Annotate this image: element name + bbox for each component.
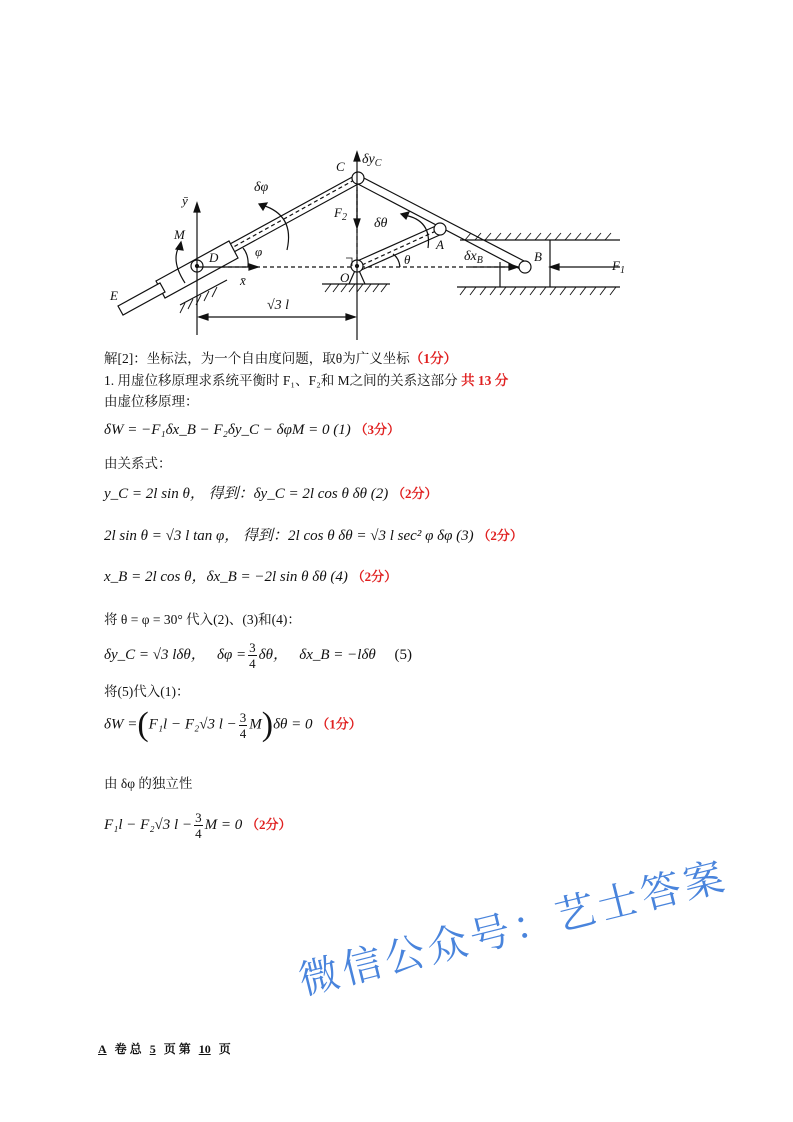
label-delta-theta: δθ	[374, 216, 388, 231]
footer-page-number: 10	[198, 1042, 211, 1056]
equation-6-right: δθ = 0	[273, 716, 313, 733]
label-f2	[334, 205, 347, 223]
equation-6-m: M	[249, 716, 262, 733]
label-delta-phi: δφ	[254, 180, 269, 195]
fraction	[194, 810, 203, 841]
label-o: O	[340, 270, 350, 285]
line-principle: 由虚位移原理：	[104, 394, 199, 409]
rod-e	[118, 283, 165, 315]
fraction	[248, 640, 257, 671]
paren-open: (	[137, 706, 149, 743]
denominator: 4	[195, 826, 202, 841]
rod-oa-centerline	[362, 231, 436, 265]
footer-text: 页 第	[163, 1042, 191, 1056]
footer-text: 页	[218, 1042, 231, 1056]
pin-c	[352, 172, 364, 184]
phi-angle-arc	[243, 248, 248, 267]
mechanism-diagram	[0, 0, 793, 340]
label-ybar: ȳ	[182, 193, 188, 208]
numerator: 3	[195, 810, 202, 825]
y-axis-arrowhead	[194, 203, 200, 212]
score: （2分）	[245, 816, 292, 832]
equation-5b-right: δθ，	[258, 646, 288, 663]
page-footer	[90, 1040, 231, 1057]
label-a: A	[436, 237, 444, 252]
equation-7-left: F₁l − F₂√3 l −	[104, 816, 193, 833]
delta-theta-arrowhead	[401, 212, 409, 219]
score: （2分）	[351, 569, 398, 584]
label-dimension: √3 l	[267, 298, 290, 313]
equation-6	[104, 708, 362, 742]
denominator: 4	[239, 725, 247, 741]
line-independence: 由 δφ 的独立性	[104, 776, 193, 791]
label-f2-main: F	[334, 205, 342, 220]
footer-paper: A	[98, 1042, 107, 1056]
equation-5b-left: δφ =	[217, 646, 247, 663]
label-f1-main: F	[612, 258, 620, 273]
fraction	[239, 710, 248, 741]
paren-close: )	[261, 706, 274, 743]
line-substitute: 将 θ = φ = 30° 代入(2)、(3)和(4)：	[104, 612, 301, 627]
equation-2-text: y_C = 2l sin θ， 得到：δy_C = 2l cos θ δθ (2)	[104, 486, 389, 502]
hatch-o	[325, 284, 387, 292]
f2-arrowhead	[354, 219, 360, 228]
equation-3-text: 2l sin θ = √3 l tan φ， 得到：2l cos θ δθ = √3 l sec² φ δφ (3)	[104, 528, 474, 544]
label-theta: θ	[404, 252, 411, 267]
score: （2分）	[391, 486, 438, 501]
score: （2分）	[477, 528, 523, 543]
label-phi: φ	[255, 244, 263, 259]
equation-6-inner: F₁l − F₂√3 l −	[148, 716, 237, 733]
label-f2-sub: 2	[341, 212, 347, 223]
equation-5a: δy_C = √3 lδθ，	[104, 646, 206, 663]
delta-xb-arrowhead	[509, 264, 518, 270]
equation-7-right: M = 0	[204, 816, 243, 833]
moment-arrowhead	[176, 242, 183, 250]
pin-a	[434, 223, 446, 235]
equation-7	[104, 810, 291, 841]
label-delta-yc-sub: C	[374, 158, 382, 169]
equation-number: (5)	[394, 646, 413, 663]
label-delta-yc-main: δy	[362, 152, 375, 167]
label-f1	[612, 258, 625, 276]
label-m: M	[174, 227, 185, 242]
equation-2	[104, 482, 437, 503]
label-delta-xb-sub: B	[476, 255, 483, 266]
pin-b	[519, 261, 531, 273]
line-substitute-5: 将(5)代入(1)：	[104, 684, 190, 699]
equation-6-left: δW =	[104, 716, 138, 733]
label-delta-xb-main: δx	[464, 249, 477, 264]
footer-total-pages: 5	[149, 1042, 156, 1056]
numerator: 3	[239, 709, 247, 725]
score: （3分）	[354, 422, 401, 437]
label-b: B	[534, 249, 542, 264]
part1-text: 1. 用虚位移原理求系统平衡时 F₁、F₂和 M之间的关系这部分	[104, 373, 458, 388]
solution-heading: 解[2]：坐标法，为一个自由度问题，取θ为广义坐标	[104, 351, 410, 366]
rod-oa	[355, 225, 442, 271]
equation-4	[104, 565, 397, 586]
label-c: C	[336, 159, 345, 174]
numerator: 3	[249, 640, 256, 655]
equation-1	[104, 419, 400, 439]
line-solution-heading	[104, 347, 457, 367]
f1-arrowhead	[550, 264, 559, 270]
equation-1-text: δW = −F₁δx_B − F₂δy_C − δφM = 0 (1)	[104, 422, 351, 438]
equation-5	[104, 640, 412, 671]
line-relations: 由关系式：	[104, 456, 172, 471]
line-part1	[104, 369, 508, 389]
x-axis-arrowhead	[249, 264, 258, 270]
equation-5c: δx_B = −lδθ	[299, 646, 376, 663]
label-delta-xb	[464, 249, 483, 266]
score: （1分）	[409, 351, 457, 366]
wall-hatch	[180, 287, 217, 313]
watermark: 微信公众号：艺士答案	[294, 853, 733, 1005]
score: （1分）	[316, 716, 362, 732]
label-e: E	[110, 288, 118, 303]
score: 共 13 分	[461, 373, 509, 388]
label-delta-yc	[362, 152, 381, 169]
delta-phi-arc	[262, 205, 289, 250]
footer-text: 卷 总	[114, 1042, 142, 1056]
label-xbar: x̄	[240, 273, 246, 288]
equation-4-text: x_B = 2l cos θ，δx_B = −2l sin θ δθ (4)	[104, 569, 348, 585]
label-d: D	[209, 250, 219, 265]
label-f1-sub: 1	[619, 265, 625, 276]
denominator: 4	[249, 656, 256, 671]
equation-3	[104, 524, 523, 545]
delta-yc-arrowhead	[354, 152, 360, 161]
